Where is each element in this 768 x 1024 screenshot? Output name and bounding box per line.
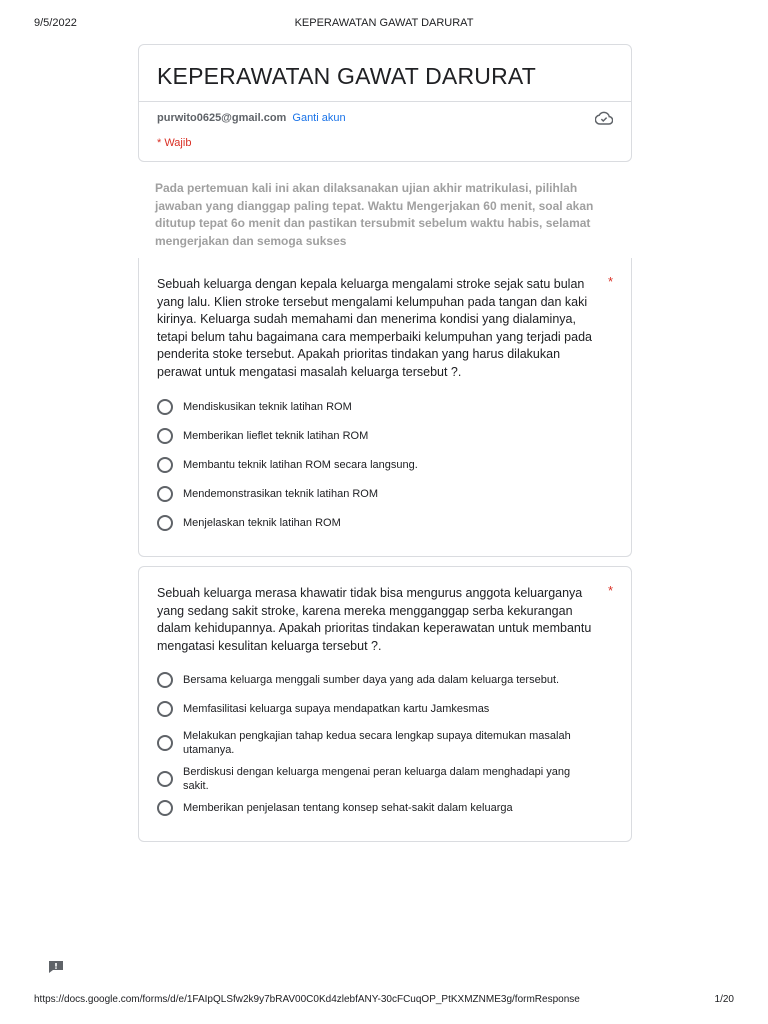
option-radio[interactable] (157, 453, 597, 477)
form-header-card (138, 44, 632, 162)
print-url: https://docs.google.com/forms/d/e/1FAIpQLSfw2k9y7bRAV00C0Kd4zlebfANY-30cFCuqOP_PtKXMZNME3g/formResponse (34, 994, 580, 1005)
form-description: Pada pertemuan kali ini akan dilaksanakan ujian akhir matrikulasi, pilihlah jawaban yang dianggap paling tepat. Waktu Mengerjakan 60 menit, soal akan ditutup tepat 6o menit dan pastikan tersubmit sebelum waktu habis, selamat mengerjakan dan semoga sukses (155, 181, 594, 248)
switch-account-link[interactable]: Ganti akun (292, 112, 346, 124)
option-radio[interactable] (157, 697, 597, 721)
radio-circle-icon[interactable] (157, 399, 173, 415)
radio-circle-icon[interactable] (157, 457, 173, 473)
option-label: Memfasilitasi keluarga supaya mendapatkan kartu Jamkesmas (183, 703, 490, 715)
option-radio[interactable] (157, 767, 597, 791)
radio-circle-icon[interactable] (157, 771, 173, 787)
question-card-1 (138, 258, 632, 557)
account-email: purwito0625@gmail.com (157, 112, 287, 124)
option-radio[interactable] (157, 424, 597, 448)
option-radio[interactable] (157, 482, 597, 506)
radio-circle-icon[interactable] (157, 428, 173, 444)
radio-circle-icon[interactable] (157, 735, 173, 751)
option-label: Melakukan pengkajian tahap kedua secara lengkap supaya ditemukan masalah utamanya. (183, 730, 571, 756)
option-label: Memberikan lieflet teknik latihan ROM (183, 430, 369, 442)
question-text: Sebuah keluarga dengan kepala keluarga mengalami stroke sejak satu bulan yang lalu. Klien stroke tersebut mengalami kelumpuhan pada tangan dan kaki kirinya. Keluarga sudah memahami dan menerima kondisi yang dialaminya, tetapi belum tahu bagaimana cara memperbaiki kelumpuhan yang terjadi pada penderita stoke tersebut. Apakah prioritas tindakan yang harus dilakukan perawat untuk mengatasi masalah keluarga tersebut ?. (157, 277, 592, 379)
print-date: 9/5/2022 (34, 17, 77, 29)
option-label: Bersama keluarga menggali sumber daya yang ada dalam keluarga tersebut. (183, 674, 560, 686)
option-radio[interactable] (157, 395, 597, 419)
option-label: Mendiskusikan teknik latihan ROM (183, 401, 352, 413)
option-label: Menjelaskan teknik latihan ROM (183, 517, 341, 529)
required-asterisk: * (607, 274, 613, 289)
print-header-title: KEPERAWATAN GAWAT DARURAT (294, 17, 474, 29)
option-radio[interactable] (157, 668, 597, 692)
required-asterisk: * (607, 583, 613, 598)
print-page-number: 1/20 (714, 994, 734, 1005)
option-radio[interactable] (157, 726, 597, 760)
required-note: * Wajib (157, 137, 192, 149)
form-title: KEPERAWATAN GAWAT DARURAT (157, 63, 536, 89)
account-row (157, 112, 346, 124)
question-text: Sebuah keluarga merasa khawatir tidak bisa mengurus anggota keluarganya yang sedang sakit stroke, karena mereka mengganggap serba kekurangan dalam kehidupannya. Apakah prioritas tindakan keperawatan untuk membantu mengatasi kesulitan keluarga tersebut ?. (157, 586, 592, 653)
radio-circle-icon[interactable] (157, 800, 173, 816)
option-radio[interactable] (157, 511, 597, 535)
option-label: Memberikan penjelasan tentang konsep sehat-sakit dalam keluarga (183, 802, 513, 814)
cloud-save-icon[interactable] (595, 111, 613, 125)
radio-circle-icon[interactable] (157, 515, 173, 531)
radio-circle-icon[interactable] (157, 701, 173, 717)
header-divider (139, 101, 631, 102)
feedback-icon[interactable] (48, 960, 64, 974)
radio-circle-icon[interactable] (157, 672, 173, 688)
option-label: Berdiskusi dengan keluarga mengenai peran keluarga dalam menghadapi yang sakit. (183, 766, 571, 792)
option-radio[interactable] (157, 796, 597, 820)
question-card-2 (138, 566, 632, 842)
radio-circle-icon[interactable] (157, 486, 173, 502)
option-label: Mendemonstrasikan teknik latihan ROM (183, 488, 379, 500)
option-label: Membantu teknik latihan ROM secara langsung. (183, 459, 418, 471)
